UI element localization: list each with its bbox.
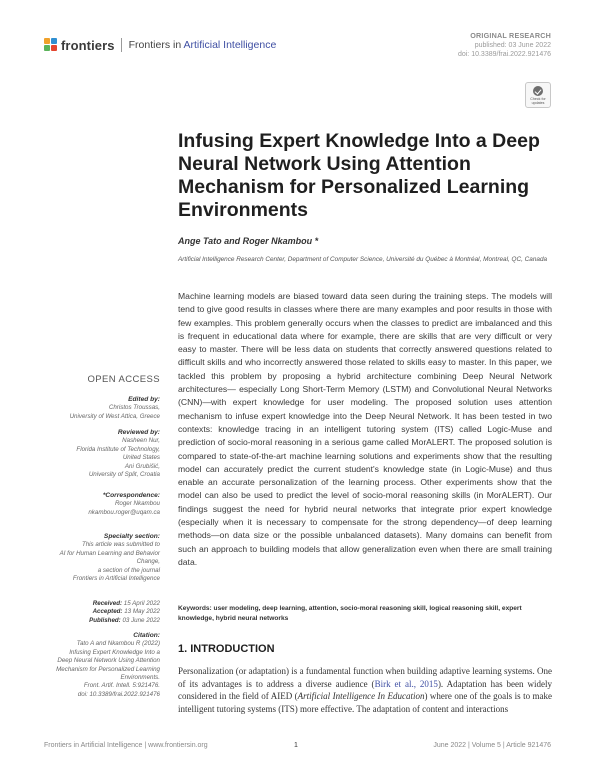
citation-link[interactable]: Birk et al., 2015 xyxy=(374,678,438,689)
dates-block: Received: 15 April 2022 Accepted: 13 May 2022 Published: 03 June 2022 xyxy=(89,600,160,624)
abstract: Machine learning models are biased toward data seen during the training steps. The models will tend to give good results in classes where there are many examples and poor results in those with few examples. This problem generally occurs when the classes to predict are imbalanced and this is frequent in educational data where for example, there are skills that are very difficult or very easy to master. There will be less data on students that correctly answered questions related to difficult skills and who incorrectly answered those related to skills easy to master. In this paper, we tackled this problem by proposing a hybrid architecture combining Deep Neural Network architectures— especially Long Short-Term Memory (LSTM) and Convolutional Neural Networks (CNN)—with expert knowledge for user modeling. The proposed solution uses attention mechanism to infuse expert knowledge into the Deep Neural Network. It has been tested in two contexts: knowledge tracing in an intelligent tutoring system (ITS) called Logic-Muse and prediction of socio-moral reasoning in a serious game called MorALERT. The proposed solution is compared to state-of-the-art machine learning solutions and experiments show that the resulting model can accurately predict the current student's knowledge state (in Logic-Muse) and thus enable an accurate personalization of the learning process. Other experiments show that the model can also be used to predict the level of socio-moral reasoning skills (in MorALERT). Our findings suggest the need for hybrid neural networks that integrate prior expert knowledge (especially when it is necessary to compensate for the strong dependency—of deep learning methods—on data size or the possible unbalanced datasets). Many domains can benefit from such an approach to building models that allow generalization even when there are small training data. xyxy=(178,291,552,567)
footer-volume-info: June 2022 | Volume 5 | Article 921476 xyxy=(433,742,551,749)
footer-journal-link[interactable]: Frontiers in Artificial Intelligence | www.frontiersin.org xyxy=(44,742,208,749)
journal-header xyxy=(44,37,276,53)
published-date: published: 03 June 2022 xyxy=(474,42,551,49)
journal-name: Frontiers in Artificial Intelligence xyxy=(128,39,277,51)
check-icon xyxy=(533,86,543,96)
doi-link[interactable]: doi: 10.3389/frai.2022.921476 xyxy=(457,51,551,58)
page-number: 1 xyxy=(294,742,298,749)
frontiers-logo-icon xyxy=(44,38,58,52)
introduction-paragraph: Personalization (or adaptation) is a fundamental function when building adaptive learning systems. One of its advantages is to address a diverse audience (Birk et al., 2015). Adaptation has been widely considered in the field of AIED (Artificial Intelligence In Education) where one of the goals is to make intelligent tutoring systems (ITS) more effective. The adaptation of content and interactions xyxy=(178,666,553,714)
edited-by-block: Edited by: Christos Troussas, University of West Attica, Greece xyxy=(69,396,160,420)
brand-name: frontiers xyxy=(61,37,115,53)
author-list[interactable]: Ange Tato and Roger Nkambou * xyxy=(178,236,319,246)
check-badge-label: Check for updates xyxy=(530,96,546,105)
header-divider xyxy=(121,38,122,52)
specialty-section-block: Specialty section: This article was submitted to AI for Human Learning and Behavior Change, a section of the journal Frontiers in Artificial Intelligence xyxy=(59,533,160,583)
section-heading-introduction: 1. INTRODUCTION xyxy=(178,643,275,655)
article-type: ORIGINAL RESEARCH xyxy=(470,31,551,40)
check-for-updates-button[interactable] xyxy=(525,82,551,108)
reviewed-by-block: Reviewed by: Nasheen Nur, Florida Institute of Technology, United States Ani Grubišić, University of Split, Croatia xyxy=(76,429,160,479)
citation-block: Citation: Tato A and Nkambou R (2022) Infusing Expert Knowledge Into a Deep Neural Network Using Attention Mechanism for Personalized Learning Environments. Front. Artif. Intell. 5:921476. doi: 10.3389/frai.2022.921476 xyxy=(56,632,160,698)
keywords: Keywords: user modeling, deep learning, attention, socio-moral reasoning skill, logical reasoning skill, expert knowledge, hybrid neural networks xyxy=(178,605,522,622)
open-access-label: OPEN ACCESS xyxy=(87,374,160,385)
correspondence-block: *Correspondence: Roger Nkambou nkambou.roger@uqam.ca xyxy=(20,492,160,517)
affiliation: Artificial Intelligence Research Center, Department of Computer Science, Université du Québec à Montréal, Montreal, QC, Canada xyxy=(178,256,548,263)
article-title: Infusing Expert Knowledge Into a Deep Neural Network Using Attention Mechanism for Personalized Learning Environments xyxy=(178,130,540,221)
correspondence-email[interactable]: nkambou.roger@uqam.ca xyxy=(88,508,160,516)
